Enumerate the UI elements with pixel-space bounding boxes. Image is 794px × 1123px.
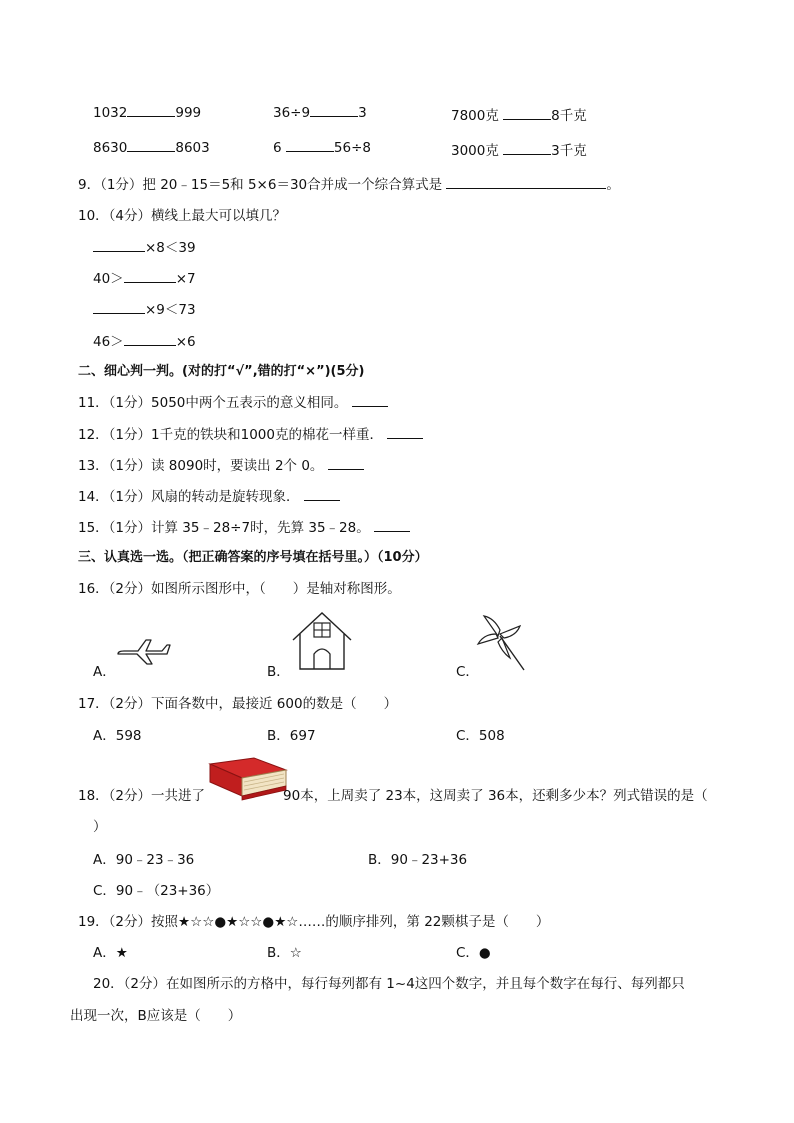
question-16-text: 16．（2分）如图所示图形中，（ ）是轴对称图形。 <box>78 581 401 597</box>
option-b[interactable]: B．90﹣23+36 <box>368 852 468 868</box>
answer-blank[interactable] <box>304 488 340 501</box>
option-c[interactable]: C．90﹣（23+36） <box>93 883 220 899</box>
answer-blank[interactable] <box>328 457 364 470</box>
answer-blank[interactable] <box>127 104 175 117</box>
judge-text: 15．（1分）计算 35﹣28÷7时，先算 35﹣28。 <box>78 520 370 536</box>
option-b[interactable]: B． <box>267 664 290 680</box>
answer-blank[interactable] <box>446 176 606 189</box>
compare-item <box>273 104 367 121</box>
compare-item <box>451 104 587 124</box>
line-prefix: 40＞ <box>93 271 124 287</box>
compare-item <box>93 104 201 121</box>
judge-text: 12．（1分）1千克的铁块和1000克的棉花一样重． <box>78 427 383 443</box>
question-18-wrap: ） <box>93 819 107 835</box>
answer-blank[interactable] <box>310 104 358 117</box>
compare-left: 7800克 <box>451 108 499 124</box>
question-19-text: 19．（2分）按照★☆☆●★☆☆●★☆……的顺序排列，第 22颗棋子是（ ） <box>78 914 550 930</box>
answer-blank[interactable] <box>286 139 334 152</box>
compare-left: 6 <box>273 140 282 156</box>
compare-right: 999 <box>175 105 202 121</box>
question-10-line <box>93 330 196 350</box>
question-20-line-1: 20．（2分）在如图所示的方格中，每行每列都有 1~4这四个数字，并且每个数字在每行、每列都只 <box>93 976 685 992</box>
answer-blank[interactable] <box>352 394 388 407</box>
compare-item <box>273 139 371 156</box>
pinwheel-icon <box>476 612 528 672</box>
line-suffix: ×8＜39 <box>145 240 196 256</box>
compare-item <box>451 139 587 159</box>
compare-left: 1032 <box>93 105 128 121</box>
compare-right: 8603 <box>175 140 210 156</box>
question-10-line <box>93 298 196 318</box>
section-2-title: 二、细心判一判。(对的打“√”,错的打“×”)(5分) <box>78 364 365 379</box>
option-b[interactable]: B．697 <box>267 728 316 744</box>
answer-blank[interactable] <box>503 142 551 155</box>
compare-right: 8千克 <box>551 108 587 124</box>
line-suffix: ×9＜73 <box>145 302 196 318</box>
compare-right: 56÷8 <box>333 140 371 156</box>
question-9-end: 。 <box>606 177 620 193</box>
question-10-title: 10．（4分）横线上最大可以填几？ <box>78 208 287 224</box>
judge-text: 14．（1分）风扇的转动是旋转现象． <box>78 489 300 505</box>
answer-blank[interactable] <box>387 426 423 439</box>
compare-item <box>93 139 210 156</box>
airplane-icon <box>116 636 172 668</box>
question-20-line-2: 出现一次，B应该是（ ） <box>70 1008 242 1024</box>
option-c[interactable]: C．508 <box>456 728 505 744</box>
compare-left: 3000克 <box>451 143 499 159</box>
line-suffix: ×7 <box>175 271 196 287</box>
option-a[interactable]: A．598 <box>93 728 142 744</box>
option-b[interactable]: B．☆ <box>267 945 302 961</box>
option-a[interactable]: A．★ <box>93 945 128 961</box>
question-17-text: 17．（2分）下面各数中，最接近 600的数是（ ） <box>78 696 398 712</box>
answer-blank[interactable] <box>124 270 176 283</box>
judge-text: 11．（1分）5050中两个五表示的意义相同。 <box>78 395 348 411</box>
question-10-line <box>93 267 196 287</box>
judge-item-15 <box>78 516 410 536</box>
line-suffix: ×6 <box>175 334 196 350</box>
question-9 <box>78 173 620 193</box>
answer-blank[interactable] <box>93 301 145 314</box>
question-18-text <box>78 784 708 804</box>
answer-blank[interactable] <box>503 107 551 120</box>
judge-item-14 <box>78 485 340 505</box>
judge-item-11 <box>78 391 388 411</box>
option-c[interactable]: C． <box>456 664 479 680</box>
answer-blank[interactable] <box>93 239 145 252</box>
section-3-title: 三、认真选一选。（把正确答案的序号填在括号里。）（10分） <box>78 550 428 565</box>
answer-blank[interactable] <box>127 139 175 152</box>
option-a[interactable]: A．90﹣23﹣36 <box>93 852 195 868</box>
question-18-after: 90本，上周卖了 23本，这周卖了 36本，还剩多少本？列式错误的是（ <box>283 788 708 804</box>
compare-right: 3千克 <box>551 143 587 159</box>
answer-blank[interactable] <box>374 519 410 532</box>
question-18-before: 18．（2分）一共进了 <box>78 788 206 804</box>
compare-left: 8630 <box>93 140 128 156</box>
option-c[interactable]: C．● <box>456 945 491 961</box>
house-icon <box>290 610 354 672</box>
answer-blank[interactable] <box>124 333 176 346</box>
compare-left: 36÷9 <box>273 105 311 121</box>
question-9-text: 9．（1分）把 20﹣15＝5和 5×6＝30合并成一个综合算式是 <box>78 177 443 193</box>
option-a[interactable]: A． <box>93 664 116 680</box>
judge-text: 13．（1分）读 8090时，要读出 2个 0。 <box>78 458 324 474</box>
judge-item-13 <box>78 454 364 474</box>
compare-right: 3 <box>358 105 367 121</box>
question-10-line <box>93 236 196 256</box>
line-prefix: 46＞ <box>93 334 124 350</box>
judge-item-12 <box>78 423 423 443</box>
